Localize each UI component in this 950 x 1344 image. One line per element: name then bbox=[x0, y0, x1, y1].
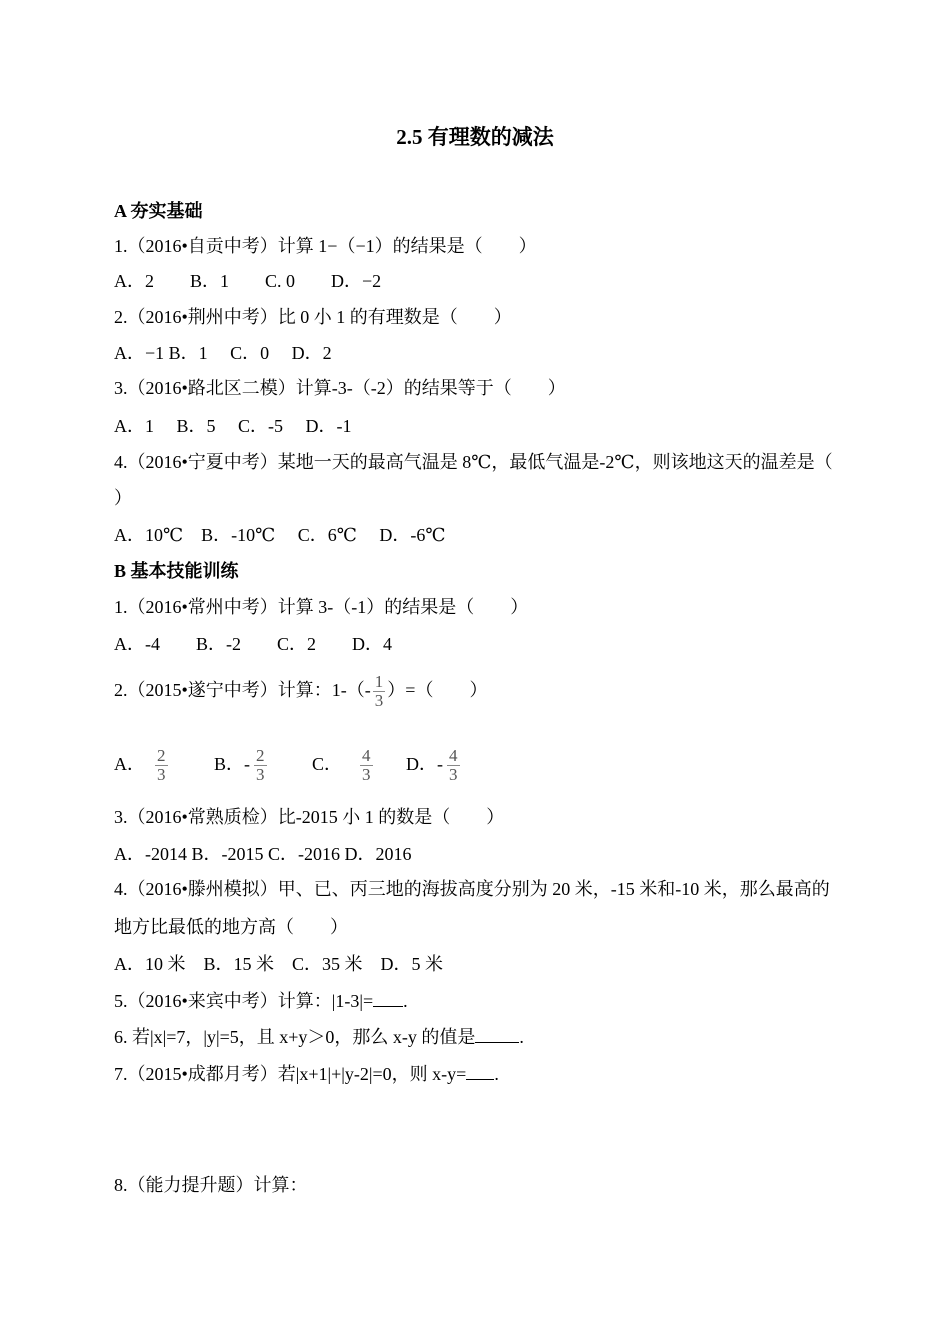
page-title: 2.5 有理数的减法 bbox=[396, 125, 554, 149]
a-q3-stem: 3.（2016•路北区二模）计算-3-（-2）的结果等于（ ） bbox=[114, 378, 566, 398]
b-q6: 6. 若|x|=7，|y|=5，且 x+y＞0，那么 x-y 的值是 . bbox=[114, 1027, 524, 1047]
option-d: D．- $\frac{4}{3}$ bbox=[406, 746, 458, 785]
b-q5: 5.（2016•来宾中考）计算：|1-3|= . bbox=[114, 991, 408, 1011]
b-q2-options bbox=[114, 744, 462, 784]
b-q2-stem-post: ）=（ ） bbox=[387, 680, 488, 700]
b-q4-stem: 4.（2016•滕州模拟）甲、已、丙三地的海拔高度分别为 20 米，-15 米和-10 米，那么最高的 bbox=[114, 879, 830, 899]
a-q2-options: A．−1 B．1 C．0 D．2 bbox=[114, 343, 332, 363]
answer-blank[interactable] bbox=[466, 1063, 494, 1080]
b-q4-options: A．10 米 B．15 米 C．35 米 D．5 米 bbox=[114, 954, 444, 974]
a-q1-stem: 1.（2016•自贡中考）计算 1−（−1）的结果是（ ） bbox=[114, 236, 537, 256]
b-q1-stem: 1.（2016•常州中考）计算 3-（-1）的结果是（ ） bbox=[114, 597, 529, 617]
a-q1-options: A．2 B．1 C. 0 D．−2 bbox=[114, 271, 382, 291]
b-q4-stem-cont: 地方比最低的地方高（ ） bbox=[114, 917, 348, 937]
a-q2-stem: 2.（2016•荆州中考）比 0 小 1 的有理数是（ ） bbox=[114, 307, 512, 327]
section-a-heading: A 夯实基础 bbox=[114, 201, 203, 221]
b-q2-stem-pre: 2.（2015•遂宁中考）计算：1-（- bbox=[114, 680, 371, 700]
b-q8-stem: 8.（能力提升题）计算： bbox=[114, 1175, 308, 1195]
a-q3-options: A．1 B．5 C．-5 D．-1 bbox=[114, 416, 352, 436]
a-q4-stem-cont: ） bbox=[114, 488, 132, 508]
option-c: C． $\frac{4}{3}$ bbox=[312, 746, 371, 785]
a-q4-stem: 4.（2016•宁夏中考）某地一天的最高气温是 8℃，最低气温是-2℃，则该地这天的温差是（ bbox=[114, 452, 833, 472]
section-b-heading: B 基本技能训练 bbox=[114, 561, 239, 581]
b-q7: 7.（2015•成都月考）若|x+1|+|y-2|=0，则 x-y= . bbox=[114, 1064, 499, 1084]
b-q1-options: A．-4 B．-2 C．2 D．4 bbox=[114, 634, 392, 654]
answer-blank[interactable] bbox=[475, 1026, 519, 1043]
b-q2-stem bbox=[114, 670, 487, 710]
fraction: $\frac{1}{3}$ bbox=[374, 672, 384, 711]
a-q4-options: A．10℃ B．-10℃ C．6℃ D．-6℃ bbox=[114, 525, 446, 545]
b-q3-options: A．-2014 B．-2015 C．-2016 D．2016 bbox=[114, 844, 412, 864]
option-b: B．- $\frac{2}{3}$ bbox=[214, 746, 265, 785]
option-a: A． $\frac{2}{3}$ bbox=[114, 746, 166, 785]
b-q3-stem: 3.（2016•常熟质检）比-2015 小 1 的数是（ ） bbox=[114, 807, 505, 827]
answer-blank[interactable] bbox=[373, 990, 403, 1007]
